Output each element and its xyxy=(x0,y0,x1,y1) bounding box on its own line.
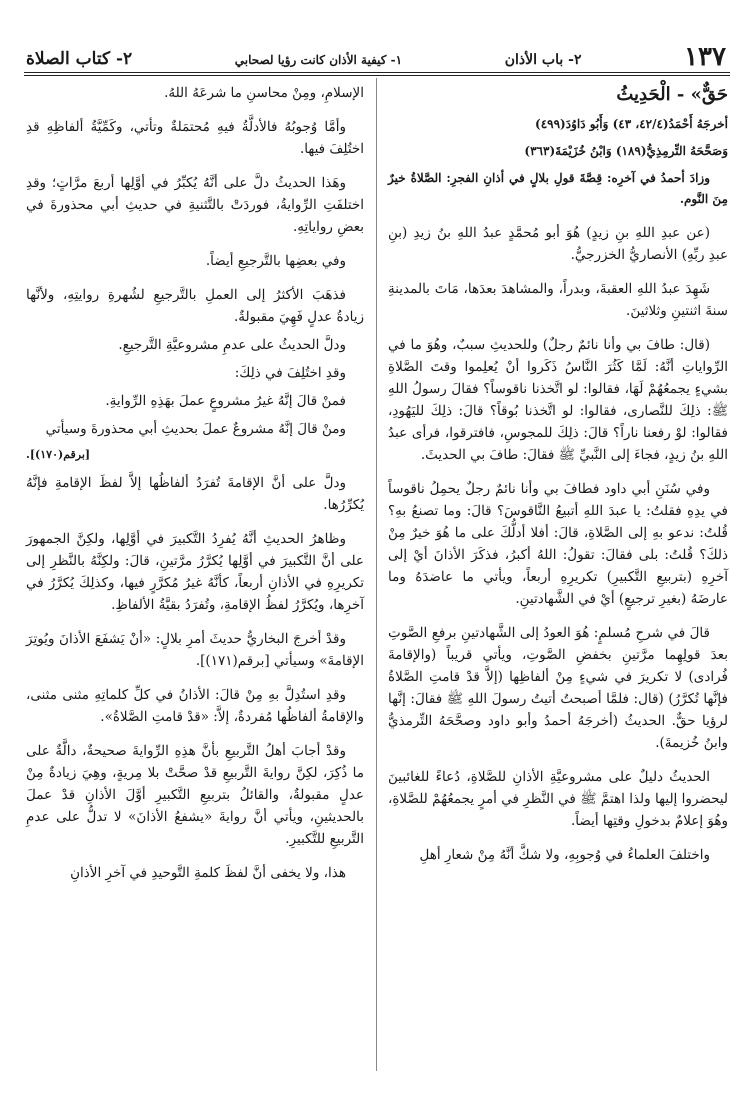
paragraph: ودلَّ على أنَّ الإقامةَ تُفرَدُ ألفاظُها إلاَّ لفظَ الإقامةِ فإنَّهُ يُكرِّرُها. xyxy=(26,475,364,513)
paragraph: هذا، ولا يخفى أنَّ لفظَ كلمةِ التَّوحيدِ في آخرِ الأذانِ xyxy=(70,865,346,881)
source-note: أخرجَهُ أَحْمَدُ(٤٢/٤، ٤٣) وَأَبُو دَاوُدَ(٤٩٩) xyxy=(535,117,728,131)
paragraph: وهَذا الحديثُ دلَّ على أنَّهُ يُكبِّرُ في أوَّلِها أربعَ مرَّاتٍ؛ وقدِ اختلفَتِ الرِّوايةُ، فوردَتْ بالتَّثنيةِ في حديثِ أبي محذورةَ في بعضِ رواياتِهِ. xyxy=(26,175,364,235)
paragraph: وقدْ أجابَ أهلُ التَّربيعِ بأنَّ هذِهِ الرِّوايةَ صحيحةٌ، دالَّةٌ على ما ذُكِرَ، لكِنَّ روايةَ التَّربيعِ قدْ صحَّتْ بلا مِريةٍ، وهِيَ زيادةٌ مِنْ عدلٍ مقبولةٌ، والقائلُ بتربيعِ التَّكبيرِ أوَّلَ الأذانِ قدْ عملَ بالحديثينِ، ويأتي أنَّ روايةَ «يشفعُ الأذانَ» لا تدلُّ على عدمِ التَّربيعِ للتَّكبيرِ. xyxy=(26,743,364,847)
paragraph: قالَ في شرحِ مُسلمٍ: هُوَ العودُ إلى الشَّهادتينِ برفعِ الصَّوتِ بعدَ قولِهِما مرَّتينِ بخفضِ الصَّوتِ، ويأتي قريباً (والإقامةَ فُرادى) لا تكريرَ في شيءٍ مِنْ ألفاظِها (إلاَّ قدْ قامتِ الصَّلاةُ فإنَّها تُكرَّرُ) (قال: فلمَّا أصبحتُ أتيتُ رسولَ اللهِ ﷺ فقالَ: إنَّها لرؤيا حقٌّ. الحديثُ (أخرجَهُ أحمدُ وأبو داود وصحَّحَهُ التِّرمذيُّ وابنُ خُزيمةَ). xyxy=(388,625,728,751)
paragraph: فمنْ قالَ إنَّهُ غيرُ مشروعٍ عملَ بهَذِهِ الرِّوايةِ. xyxy=(105,393,346,409)
page-number: ١٣٧ xyxy=(684,42,726,72)
column-divider xyxy=(376,78,377,1071)
source-note: وَصَحَّحَهُ التِّرمِذِيُّ(١٨٩) وَابْنُ خُزَيْمَةَ(٣٦٣) xyxy=(524,144,728,158)
paragraph: وفي بعضِها بالتَّرجيعِ أيضاً. xyxy=(205,253,346,269)
paragraph: الحديثُ دليلٌ على مشروعيَّةِ الأذانِ للصَّلاةِ، دُعاءً للغائبينَ ليحضروا إليها ولذا اهتمَّ ﷺ في النَّظرِ في أمرٍ يجمعُهُمْ للصَّلاةِ، وهُوَ إعلامٌ بدخولِ وقتِها أيضاً. xyxy=(388,769,728,829)
reference-number: [برقم(١٧٠)]. xyxy=(26,448,91,461)
paragraph: فذهَبَ الأكثرُ إلى العملِ بالتَّرجيعِ لشُهرةِ روايتِهِ، ولأنَّها زيادةُ عدلٍ فَهِيَ مقبولةٌ. xyxy=(26,287,364,325)
paragraph: الإسلامِ، ومِنْ محاسنِ ما شرعَهُ اللهُ. xyxy=(164,85,364,101)
paragraph: ومنْ قالَ إنَّهُ مشروعٌ عملَ بحديثِ أبي محذورةَ وسيأتي xyxy=(45,421,346,437)
paragraph: شَهِدَ عبدُ اللهِ العقبةَ، وبدراً، والمشاهدَ بعدَها، مَاتَ بالمدينةِ سنةَ اثنتينِ وثلاثينَ. xyxy=(388,281,728,319)
paragraph: وقدْ أخرجَ البخاريُّ حديثَ أمرِ بلالٍ: «أنْ يَشفَعَ الأذانَ ويُوتِرَ الإقامةَ» وسيأتي [برقم(١٧١)]. xyxy=(26,631,364,669)
right-column xyxy=(388,82,728,1071)
left-column xyxy=(26,82,364,1071)
chapter-title: ٢- كتاب الصلاة xyxy=(26,49,133,69)
paragraph: (عن عبدِ اللهِ بنِ زيدٍ) هُوَ أبو مُحمَّدٍ عبدُ اللهِ بنُ زيدِ (بنِ عبدِ ربِّهِ) الأنصاريُّ الخزرجيُّ. xyxy=(388,225,728,263)
hadith-heading: حَقٌّ» - الْحَدِيثُ xyxy=(616,84,728,105)
paragraph: ودلَّ الحديثُ على عدمِ مشروعيَّةِ التَّرجيعِ. xyxy=(118,337,346,353)
page-header xyxy=(26,38,726,72)
header-rule xyxy=(24,75,730,76)
paragraph: وظاهرُ الحديثِ أنَّهُ يُفرِدُ التَّكبيرَ في أوَّلِها، ولكِنَّ الجمهورَ على أنَّ التَّكبيرَ في أوَّلِها يُكرَّرُ مرَّتينِ، قالَ: ولكِنَّهُ بالنَّظرِ إلى تكريرِهِ في الأذانِ أربعاً، كأنَّهُ غيرُ مُكرَّرٍ فيها، وكذلِكَ يُكرَّرُ في آخرِها، ويُكرَّرُ لفظُ الإقامةِ، وتُفرَدُ بقيَّةُ الألفاظِ. xyxy=(26,531,364,613)
section-title: ٢- باب الأذان xyxy=(504,52,582,68)
running-title: ١- كيفية الأذان كانت رؤيا لصحابي xyxy=(234,53,403,67)
paragraph: وقدِ اختُلِفَ في ذلِكَ: xyxy=(234,365,346,381)
paragraph: وأمَّا وُجوبُهُ فالأدلَّةُ فيهِ مُحتمَلةٌ وتأتي، وكَمِّيَّةُ ألفاظِهِ قدِ اختُلِفَ فيها. xyxy=(26,119,364,157)
source-note: وزادَ أحمدُ في آخرِه: قِصَّةَ قولِ بلالٍ في أذانِ الفجرِ: الصَّلاةُ خيرٌ مِنَ النَّوم. xyxy=(388,171,728,206)
paragraph: (قال: طافَ بي وأنا نائمٌ رجلٌ) وللحديثِ سببٌ، وهُوَ ما في الرِّواياتِ أنَّهُ: لَمَّا كَثُرَ النَّاسُ ذَكَروا أنْ يُعلِموا وقتَ الصَّلاةِ بشيءٍ يجمعُهُمْ لَهَا، فقالوا: لو اتَّخذنا ناقوساً؟ فقالَ رسولُ اللهِ ﷺ: ذلِكَ للنَّصارى، فقالوا: لو اتَّخذنا بُوقاً؟ قالَ: ذلِكَ لليَهُودِ، فقالوا: لوْ رفعنا ناراً؟ قالَ: ذلِكَ للمجوسِ، فافترقوا، فرأى عبدُ اللهِ بنُ زيدٍ، فجاءَ إلى النَّبيِّ ﷺ فقالَ: طافَ بي الحديثَ. xyxy=(388,337,728,463)
paragraph: واختلفَ العلماءُ في وُجوبِهِ، ولا شكَّ أنَّهُ مِنْ شعارِ أهلِ xyxy=(419,847,710,863)
paragraph: وفي سُنَنِ أبي داود فطافَ بي وأنا نائمٌ رجلٌ يحمِلُ ناقوساً في يدِهِ فقلتُ: يا عبدَ اللهِ أتبيعُ النَّاقوسَ؟ قالَ: وما تصنعُ بهِ؟ قُلتُ: ندعو بهِ إلى الصَّلاةِ، قالَ: أفلا أدلُّكَ على ما هُوَ خيرٌ مِنْ ذلكَ؟ قُلتُ: بلى فقالَ: تقولُ: اللهُ أكبرُ، فذكَرَ الأذانَ أيْ إلى آخرِهِ (بتربيعِ التَّكبيرِ) تكريرِهِ أربعاً، ويأتي ما عاضدَهُ وما عارضَهُ (بغيرِ ترجيعٍ) أيْ في الشَّهادتينِ. xyxy=(388,481,728,607)
header-rule xyxy=(24,72,730,73)
paragraph: وقدِ استُدِلَّ بهِ مِنْ قالَ: الأذانُ في كلِّ كلماتِهِ مثنى مثنى، والإقامةُ ألفاظُها مُفردةٌ، إلاَّ: «قدْ قامتِ الصَّلاةُ». xyxy=(26,687,364,725)
